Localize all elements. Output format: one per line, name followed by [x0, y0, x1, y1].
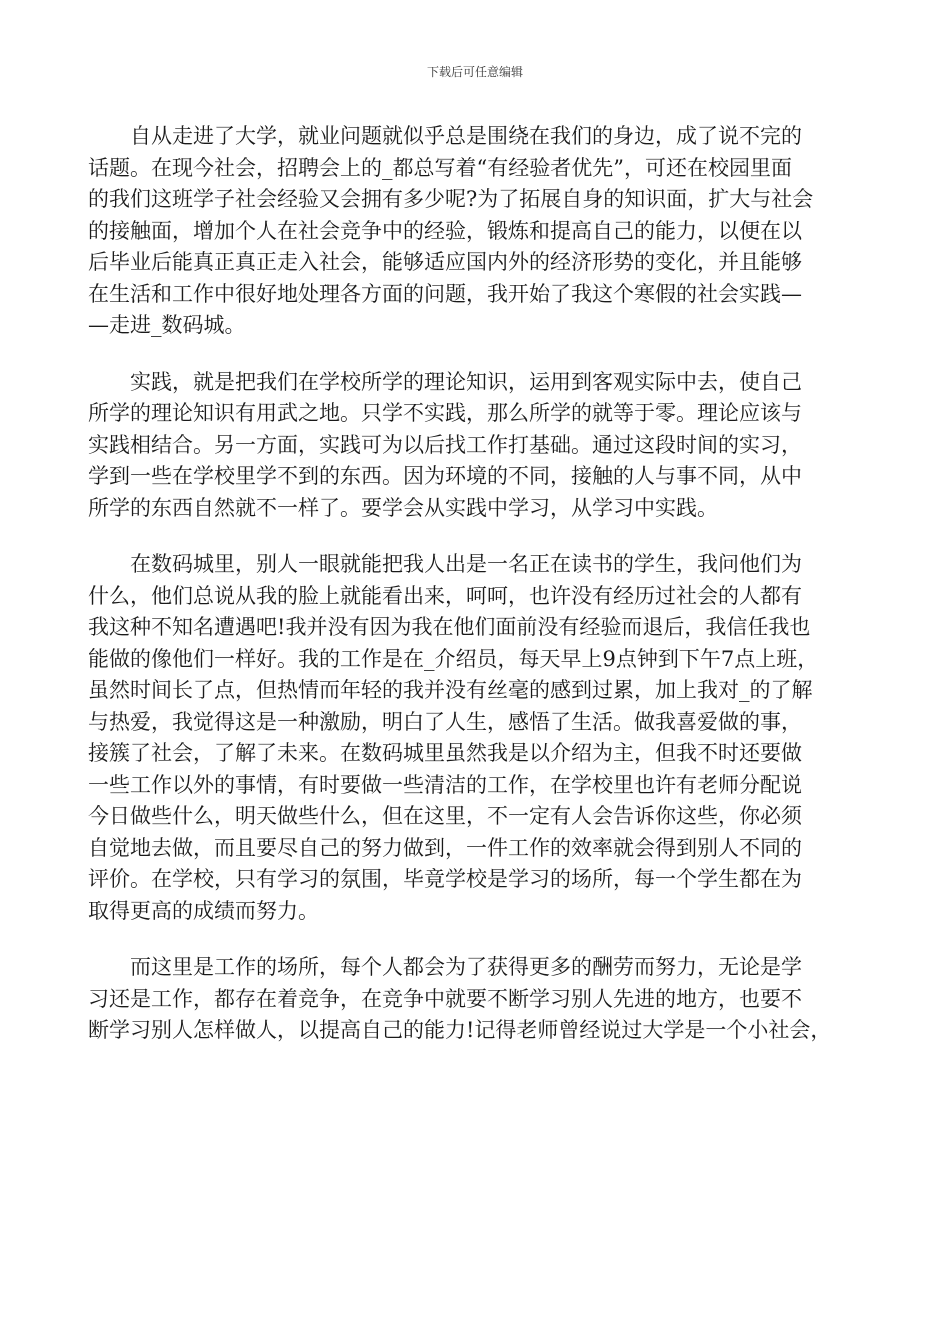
text-line: —走进_数码城。	[88, 313, 246, 337]
paragraph-gap	[88, 524, 868, 549]
text-line: 而这里是工作的场所，每个人都会为了获得更多的酬劳而努力，无论是学	[88, 955, 802, 979]
paragraph-4	[88, 952, 868, 1047]
text-line: 什么，他们总说从我的脸上就能看出来，呵呵，也许没有经历过社会的人都有	[88, 583, 802, 608]
text-line: 我这种不知名遭遇吧!我并没有因为我在他们面前没有经验而退后，我信任我也	[88, 615, 811, 639]
text-line: 后毕业后能真正真正走入社会，能够适应国内外的经济形势的变化，并且能够	[88, 250, 802, 274]
text-line: 话题。在现今社会，招聘会上的_都总写着“有经验者优先”，可还在校园里面	[88, 155, 792, 180]
text-line: 评价。在学校，只有学习的氛围，毕竟学校是学习的场所，每一个学生都在为	[88, 867, 802, 891]
text-line: 与热爱，我觉得这是一种激励，明白了人生，感悟了生活。做我喜爱做的事，	[88, 709, 802, 734]
text-line: 断学习别人怎样做人，以提高自己的能力!记得老师曾经说过大学是一个小社会，	[88, 1018, 832, 1042]
text-line: 的我们这班学子社会经验又会拥有多少呢?为了拓展自身的知识面，扩大与社会	[88, 187, 814, 211]
text-line: 一些工作以外的事情，有时要做一些清洁的工作，在学校里也许有老师分配说	[88, 772, 802, 797]
document-body	[88, 121, 868, 1047]
text-line: 实践，就是把我们在学校所学的理论知识，运用到客观实际中去，使自己	[88, 369, 802, 394]
text-line: 所学的理论知识有用武之地。只学不实践，那么所学的就等于零。理论应该与	[88, 401, 802, 425]
text-line: 自觉地去做，而且要尽自己的努力做到，一件工作的效率就会得到别人不同的	[88, 835, 802, 860]
paragraph-2	[88, 367, 868, 525]
paragraph-gap	[88, 927, 868, 952]
text-line: 学到一些在学校里学不到的东西。因为环境的不同，接触的人与事不同，从中	[88, 464, 802, 488]
text-line: 今日做些什么，明天做些什么，但在这里，不一定有人会告诉你这些，你必须	[88, 804, 802, 828]
paragraph-1	[88, 121, 868, 342]
text-line: 接簇了社会，了解了未来。在数码城里虽然我是以介绍为主，但我不时还要做	[88, 741, 802, 765]
text-line: 在数码城里，别人一眼就能把我人出是一名正在读书的学生，我问他们为	[88, 552, 802, 576]
text-line: 习还是工作，都存在着竞争，在竞争中就要不断学习别人先进的地方，也要不	[88, 986, 802, 1011]
text-line: 的接触面，增加个人在社会竞争中的经验，锻炼和提高自己的能力，以便在以	[88, 218, 802, 243]
text-line: 虽然时间长了点，但热情而年轻的我并没有丝毫的感到过累，加上我对_的了解	[88, 678, 813, 702]
text-line: 自从走进了大学，就业问题就似乎总是围绕在我们的身边，成了说不完的	[88, 124, 802, 148]
text-line: 在生活和工作中很好地处理各方面的问题，我开始了我这个寒假的社会实践—	[88, 281, 802, 306]
text-line: 取得更高的成绩而努力。	[88, 898, 319, 923]
page-header: 下载后可任意编辑	[426, 65, 523, 79]
paragraph-3	[88, 549, 868, 927]
paragraph-gap	[88, 342, 868, 367]
text-line: 能做的像他们一样好。我的工作是在_介绍员，每天早上9点钟到下午7点上班，	[88, 646, 819, 671]
text-line: 所学的东西自然就不一样了。要学会从实践中学习，从学习中实践。	[88, 495, 718, 520]
text-line: 实践相结合。另一方面，实践可为以后找工作打基础。通过这段时间的实习，	[88, 432, 802, 457]
